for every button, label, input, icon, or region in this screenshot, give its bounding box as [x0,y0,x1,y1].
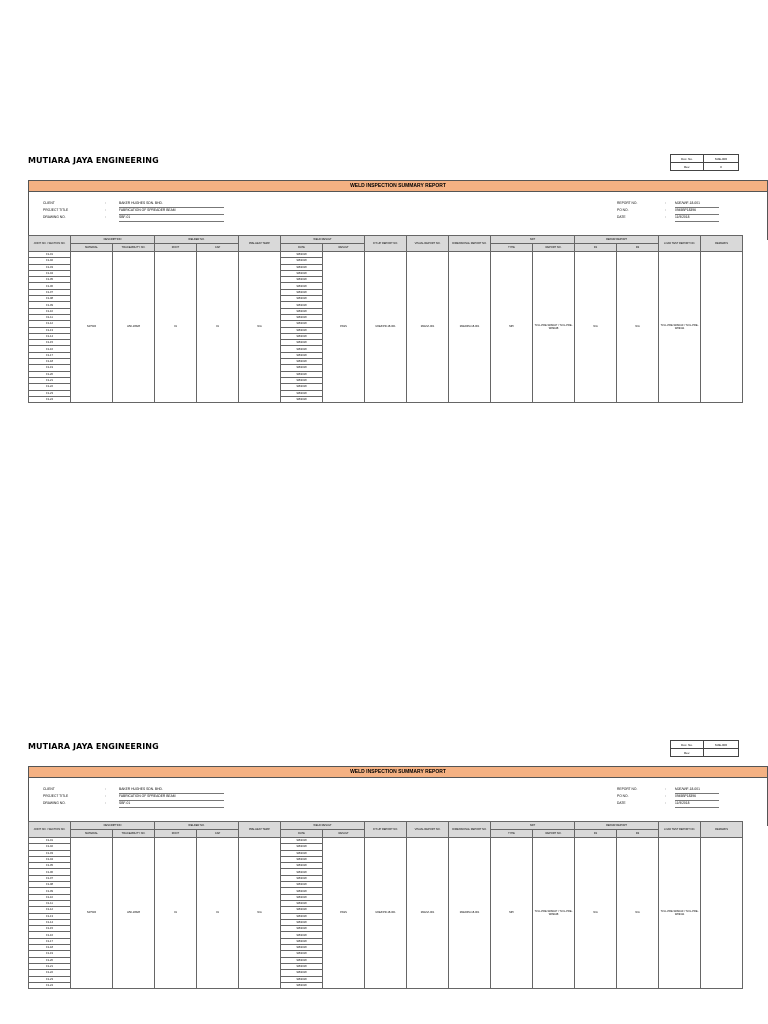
report-title-banner: WELD INSPECTION SUMMARY REPORT [28,180,768,192]
weld-date-cell: 9/8/2018 [281,888,323,894]
colon: : [665,201,666,205]
weld-date-cell: 9/8/2018 [281,970,323,976]
project-value: FABRICATION OF SPREADER BEAM [119,207,224,215]
r2-header: R2 [617,830,659,838]
joint-cell: F1-23 [29,390,71,396]
traceability-header: TRACEABILITY NO. [113,830,155,838]
doc-no-value: MJE-006 [704,155,739,163]
weld-date-cell: 9/8/2018 [281,289,323,295]
joint-cell: F1-12 [29,321,71,327]
joint-cell: F1-01 [29,252,71,258]
joint-cell: F1-04 [29,856,71,862]
weld-date-cell: 9/8/2018 [281,333,323,339]
joint-cell: F1-19 [29,365,71,371]
weld-date-cell: 9/8/2018 [281,377,323,383]
r1-header: R1 [575,830,617,838]
project-label: PROJECT TITLE [43,208,69,212]
weld-date-cell: 9/8/2018 [281,346,323,352]
remarks-header: REMARKS [701,822,743,838]
weld-date-cell: 9/8/2018 [281,308,323,314]
joint-cell: F1-05 [29,277,71,283]
joint-cell: F1-09 [29,888,71,894]
material-cell: S275JR [71,838,113,989]
colon: : [105,794,106,798]
weld-date-cell: 9/8/2018 [281,938,323,944]
weld-date-cell: 9/8/2018 [281,302,323,308]
drawing-label: DRAWING NO. [43,801,66,805]
material-cell: S275JR [71,252,113,403]
colon: : [105,787,106,791]
joint-cell: F1-12 [29,907,71,913]
table-body [29,252,768,403]
joint-cell: F1-09 [29,302,71,308]
joint-cell: F1-24 [29,982,71,988]
weld-date-cell: 9/8/2018 [281,951,323,957]
joint-cell: F1-01 [29,838,71,844]
r2-cell: N/A [617,838,659,989]
rev-value [704,749,739,757]
result-cell: PASS [323,252,365,403]
po-value: 0945BP18396 [675,207,719,215]
load-test-cell: TLVL-PRE-W09410 / TLVL-PRE-W09411 [659,252,701,403]
joint-cell: F1-18 [29,359,71,365]
weld-date-cell: 9/8/2018 [281,270,323,276]
joint-cell: F1-16 [29,932,71,938]
colon: : [665,794,666,798]
drawing-row [43,800,243,807]
project-value: FABRICATION OF SPREADER BEAM [119,793,224,801]
repair-header: REPAIR REPORT [575,822,659,830]
inspection-table [28,235,768,403]
joint-cell: F1-03 [29,264,71,270]
joint-cell: F1-11 [29,314,71,320]
weld-date-cell: 9/8/2018 [281,365,323,371]
joint-cell: F1-06 [29,869,71,875]
weld-date-cell: 9/8/2018 [281,869,323,875]
weld-date-cell: 9/8/2018 [281,856,323,862]
remarks-header: REMARKS [701,236,743,252]
project-row [43,207,243,214]
date-header: DATE [281,830,323,838]
cap-header: CAP [197,830,239,838]
joint-cell: F1-19 [29,951,71,957]
description-header: DESCRIPTION [71,822,155,830]
description-header: DESCRIPTION [71,236,155,244]
visual-cell: MJE/VI-001 [407,252,449,403]
visual-header: VISUAL REPORT NO. [407,822,449,838]
weld-date-cell: 9/8/2018 [281,963,323,969]
colon: : [105,201,106,205]
joint-cell: F1-08 [29,296,71,302]
weld-date-cell: 9/8/2018 [281,264,323,270]
weld-date-cell: 9/8/2018 [281,900,323,906]
weld-date-cell: 9/8/2018 [281,327,323,333]
cap-header: CAP [197,244,239,252]
project-row [43,793,243,800]
joint-cell: F1-18 [29,945,71,951]
ndt-header: NDT [491,822,575,830]
joint-header: JOINT NO. / SECTION NO. [29,822,71,838]
joint-cell: F1-03 [29,850,71,856]
doc-control-box [670,154,739,171]
colon: : [665,787,666,791]
table-body [29,838,768,989]
weld-result-header: WELD RESULT [281,822,365,830]
weld-date-cell: 9/8/2018 [281,352,323,358]
preheat-header: PRE-HEAT TEMP. [239,822,281,838]
root-welder-cell: 01 [155,838,197,989]
weld-date-cell: 9/8/2018 [281,875,323,881]
visual-cell: MJE/VI-001 [407,838,449,989]
weld-date-cell: 9/8/2018 [281,838,323,844]
drawing-label: DRAWING NO. [43,215,66,219]
weld-date-cell: 9/8/2018 [281,258,323,264]
weld-date-cell: 9/8/2018 [281,926,323,932]
table-row [29,252,768,258]
po-row [617,793,727,800]
colon: : [105,215,106,219]
client-value: BAKER HUGHES SDN. BHD. [119,200,224,208]
traceability-header: TRACEABILITY NO. [113,244,155,252]
rev-value: 0 [704,163,739,171]
ndt-report-cell: TLVL-PRE-W09447 / TLVL-PRE-W09448 [533,838,575,989]
result-cell: PASS [323,838,365,989]
colon: : [665,208,666,212]
info-area [28,192,768,240]
joint-cell: F1-15 [29,926,71,932]
report-no-label: REPORT NO. [617,787,638,791]
weld-date-cell: 9/8/2018 [281,894,323,900]
joint-cell: F1-24 [29,396,71,402]
weld-date-cell: 9/8/2018 [281,296,323,302]
company-name: MUTIARA JAYA ENGINEERING [28,156,159,165]
joint-cell: F1-22 [29,970,71,976]
report-title-banner: WELD INSPECTION SUMMARY REPORT [28,766,768,778]
fitup-cell: MJE/FPR-18-001 [365,252,407,403]
joint-cell: F1-13 [29,913,71,919]
fitup-header: FIT-UP REPORT NO. [365,236,407,252]
weld-date-cell: 9/8/2018 [281,907,323,913]
project-label: PROJECT TITLE [43,794,69,798]
load-test-header: LOAD TEST REPORT NO. [659,822,701,838]
weld-date-cell: 9/8/2018 [281,359,323,365]
preheat-header: PRE-HEAT TEMP. [239,236,281,252]
date-value: 11/9/2018 [675,800,719,808]
weld-date-cell: 9/8/2018 [281,945,323,951]
r2-header: R2 [617,244,659,252]
joint-cell: F1-08 [29,882,71,888]
fitup-cell: MJE/FPR-18-001 [365,838,407,989]
joint-cell: F1-14 [29,333,71,339]
doc-no-value: MJE-006 [704,741,739,749]
r2-cell: N/A [617,252,659,403]
report-no-row [617,200,727,207]
welder-header: WELDER NO. [155,822,239,830]
client-label: CLIENT [43,201,55,205]
client-value: BAKER HUGHES SDN. BHD. [119,786,224,794]
weld-date-cell: 9/8/2018 [281,384,323,390]
date-label: DATE [617,801,626,805]
joint-cell: F1-04 [29,270,71,276]
joint-cell: F1-21 [29,963,71,969]
ndt-type-header: TYPE [491,244,533,252]
joint-cell: F1-06 [29,283,71,289]
doc-no-label: Doc. No. [671,741,704,749]
doc-control-box [670,740,739,757]
weld-date-cell: 9/8/2018 [281,976,323,982]
client-row [43,786,243,793]
material-header: MATERIAL [71,830,113,838]
ndt-report-header: REPORT NO. [533,830,575,838]
load-test-cell: TLVL-PRE-W09410 / TLVL-PRE-W09411 [659,838,701,989]
welder-header: WELDER NO. [155,236,239,244]
ndt-type-cell: MPI [491,252,533,403]
joint-cell: F1-11 [29,900,71,906]
joint-cell: F1-05 [29,863,71,869]
report-no-value: MJE/WIF-18-001 [675,786,719,794]
drawing-row [43,214,243,221]
joint-cell: F1-13 [29,327,71,333]
ndt-report-header: REPORT NO. [533,244,575,252]
traceability-cell: H50-19528 [113,838,155,989]
root-welder-cell: 01 [155,252,197,403]
joint-cell: F1-10 [29,308,71,314]
colon: : [105,208,106,212]
joint-cell: F1-16 [29,346,71,352]
load-test-header: LOAD TEST REPORT NO. [659,236,701,252]
date-label: DATE [617,215,626,219]
ndt-report-cell: TLVL-PRE-W09447 / TLVL-PRE-W09448 [533,252,575,403]
result-header: RESULT [323,830,365,838]
result-header: RESULT [323,244,365,252]
inspection-table [28,821,768,989]
weld-date-cell: 9/8/2018 [281,321,323,327]
dimensional-header: DIMENSIONAL REPORT NO. [449,236,491,252]
colon: : [665,215,666,219]
info-area [28,778,768,826]
report-no-value: MJE/WIF-18-001 [675,200,719,208]
weld-date-cell: 9/8/2018 [281,390,323,396]
weld-date-cell: 9/8/2018 [281,314,323,320]
joint-cell: F1-10 [29,894,71,900]
weld-date-cell: 9/8/2018 [281,340,323,346]
cap-welder-cell: 01 [197,838,239,989]
weld-date-cell: 9/8/2018 [281,371,323,377]
company-name: MUTIARA JAYA ENGINEERING [28,742,159,751]
client-row [43,200,243,207]
weld-date-cell: 9/8/2018 [281,277,323,283]
po-value: 0945BP18396 [675,793,719,801]
joint-cell: F1-20 [29,371,71,377]
doc-no-label: Doc. No. [671,155,704,163]
root-header: ROOT [155,830,197,838]
weld-date-cell: 9/8/2018 [281,932,323,938]
remarks-cell [701,252,743,403]
po-label: PO NO. [617,794,629,798]
weld-date-cell: 9/8/2018 [281,913,323,919]
date-row [617,214,727,221]
weld-date-cell: 9/8/2018 [281,919,323,925]
rev-label: Rev. [671,163,704,171]
traceability-cell: H50-19528 [113,252,155,403]
client-label: CLIENT [43,787,55,791]
report-no-label: REPORT NO. [617,201,638,205]
joint-cell: F1-07 [29,289,71,295]
joint-cell: F1-14 [29,919,71,925]
joint-header: JOINT NO. / SECTION NO. [29,236,71,252]
ndt-header: NDT [491,236,575,244]
joint-cell: F1-23 [29,976,71,982]
po-row [617,207,727,214]
joint-cell: F1-20 [29,957,71,963]
cap-welder-cell: 01 [197,252,239,403]
preheat-cell: N/A [239,252,281,403]
date-value: 11/9/2018 [675,214,719,222]
rev-label: Rev. [671,749,704,757]
weld-date-cell: 9/8/2018 [281,882,323,888]
joint-cell: F1-15 [29,340,71,346]
po-label: PO NO. [617,208,629,212]
joint-cell: F1-17 [29,938,71,944]
preheat-cell: N/A [239,838,281,989]
r1-header: R1 [575,244,617,252]
weld-date-cell: 9/8/2018 [281,957,323,963]
colon: : [105,801,106,805]
repair-header: REPAIR REPORT [575,236,659,244]
report-no-row [617,786,727,793]
colon: : [665,801,666,805]
dimensional-header: DIMENSIONAL REPORT NO. [449,822,491,838]
root-header: ROOT [155,244,197,252]
fitup-header: FIT-UP REPORT NO. [365,822,407,838]
joint-cell: F1-07 [29,875,71,881]
r1-cell: N/A [575,252,617,403]
joint-cell: F1-02 [29,258,71,264]
drawing-value: SBF-01 [119,214,224,222]
table-row [29,838,768,844]
dimensional-cell: MJE/DIM-18-001 [449,838,491,989]
r1-cell: N/A [575,838,617,989]
weld-date-cell: 9/8/2018 [281,844,323,850]
weld-result-header: WELD RESULT [281,236,365,244]
drawing-value: SBF-01 [119,800,224,808]
weld-date-cell: 9/8/2018 [281,252,323,258]
ndt-type-cell: MPI [491,838,533,989]
ndt-type-header: TYPE [491,830,533,838]
remarks-cell [701,838,743,989]
visual-header: VISUAL REPORT NO. [407,236,449,252]
joint-cell: F1-21 [29,377,71,383]
weld-date-cell: 9/8/2018 [281,863,323,869]
weld-date-cell: 9/8/2018 [281,396,323,402]
weld-date-cell: 9/8/2018 [281,283,323,289]
joint-cell: F1-22 [29,384,71,390]
date-header: DATE [281,244,323,252]
joint-cell: F1-17 [29,352,71,358]
joint-cell: F1-02 [29,844,71,850]
weld-date-cell: 9/8/2018 [281,850,323,856]
dimensional-cell: MJE/DIM-18-001 [449,252,491,403]
weld-date-cell: 9/8/2018 [281,982,323,988]
material-header: MATERIAL [71,244,113,252]
date-row [617,800,727,807]
